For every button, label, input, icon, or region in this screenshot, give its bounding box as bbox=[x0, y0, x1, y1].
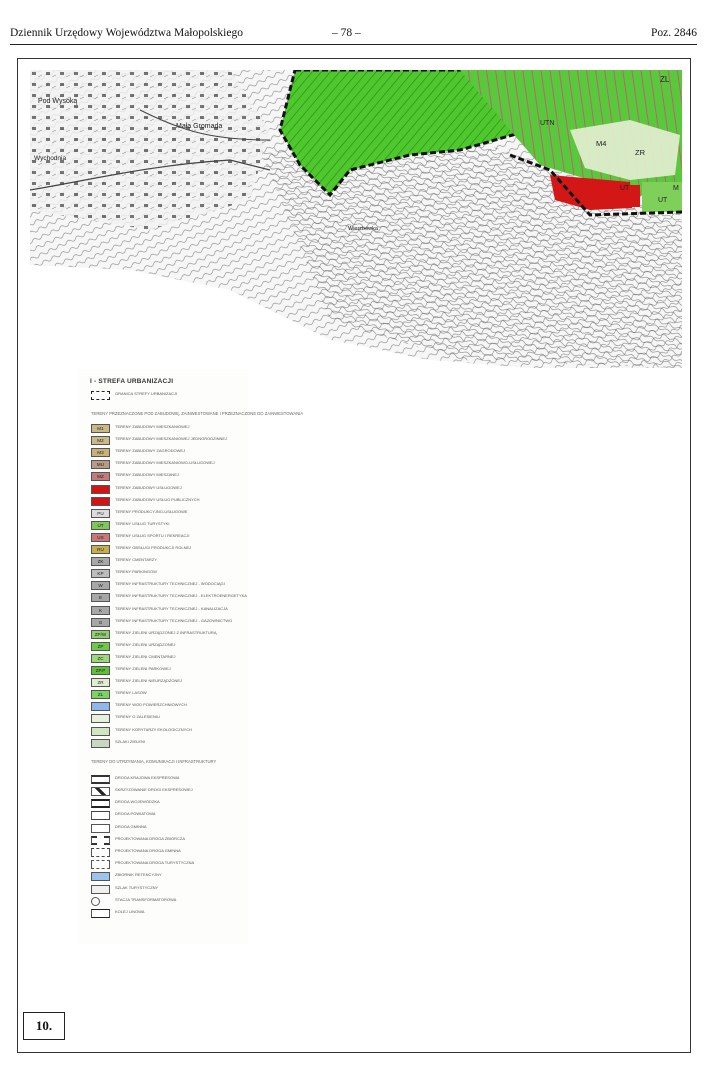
legend-swatch bbox=[91, 897, 100, 906]
legend-item bbox=[91, 460, 249, 470]
legend-boundary bbox=[91, 391, 249, 401]
legend-swatch bbox=[91, 885, 110, 894]
legend-item bbox=[91, 666, 249, 676]
legend-swatch: MU bbox=[91, 460, 110, 469]
legend-item bbox=[91, 727, 249, 737]
legend-text: TERENY ZIELENI CMENTARNEJ bbox=[115, 654, 176, 659]
legend-item bbox=[91, 593, 249, 603]
legend-item bbox=[91, 739, 249, 749]
legend-text: TERENY PARKINGÓW bbox=[115, 570, 157, 575]
legend-text: TERENY WÓD POWIERZCHNIOWYCH bbox=[115, 703, 187, 708]
legend-item bbox=[91, 581, 249, 591]
legend-text: TERENY ZIELENI URZĄDZONEJ Z INFRASTRUKTURĄ bbox=[115, 630, 217, 635]
legend-comm-item bbox=[91, 775, 249, 785]
legend-text: DROGA GMINNA bbox=[115, 824, 147, 829]
legend-text: TERENY INFRASTRUKTURY TECHNICZNEJ - WODOCIĄGI bbox=[115, 582, 225, 587]
legend-swatch bbox=[91, 799, 110, 808]
legend-swatch bbox=[91, 497, 110, 506]
legend-swatch: W bbox=[91, 581, 110, 590]
legend-swatch bbox=[91, 775, 110, 784]
legend-comm-item bbox=[91, 909, 249, 919]
legend-item bbox=[91, 509, 249, 519]
legend-item bbox=[91, 714, 249, 724]
legend-text: TERENY INFRASTRUKTURY TECHNICZNEJ - ELEKTROENERGETYKA bbox=[115, 594, 247, 599]
legend-swatch bbox=[91, 860, 110, 869]
legend-swatch: PU bbox=[91, 509, 110, 518]
legend-text: TERENY LASÓW bbox=[115, 691, 147, 696]
legend-item bbox=[91, 618, 249, 628]
legend-swatch: UT bbox=[91, 521, 110, 530]
legend-comm-item bbox=[91, 885, 249, 895]
legend-group-heading: TERENY DO UTRZYMANIA, KOMUNIKACJI I INFRASTRUKTURY bbox=[91, 758, 217, 764]
legend-swatch bbox=[91, 727, 110, 736]
legend-item bbox=[91, 521, 249, 531]
legend-item bbox=[91, 557, 249, 567]
legend-text: PROJEKTOWANA DROGA TURYSTYCZNA bbox=[115, 861, 195, 866]
legend-item bbox=[91, 678, 249, 688]
legend-comm-item bbox=[91, 872, 249, 882]
legend-swatch: E bbox=[91, 593, 110, 602]
legend-comm-item bbox=[91, 787, 249, 797]
legend-item bbox=[91, 545, 249, 555]
legend-text: TERENY USŁUG TURYSTYKI bbox=[115, 521, 170, 526]
legend-text: SZLAK TURYSTYCZNY bbox=[115, 885, 159, 890]
legend-swatch: US bbox=[91, 533, 110, 542]
legend-text: TERENY ZIELENI NIEURZĄDZONEJ bbox=[115, 679, 183, 684]
map-label-m4: M4 bbox=[596, 139, 607, 148]
legend-swatch: ZR bbox=[91, 678, 110, 687]
legend-text: STACJA TRANSFORMATOROWA bbox=[115, 897, 177, 902]
figure-number: 10. bbox=[23, 1012, 65, 1040]
legend-text: TERENY ZABUDOWY MIESZKANIOWEJ JEDNORODZINNEJ bbox=[115, 437, 228, 442]
legend-item bbox=[91, 497, 249, 507]
legend-swatch: ZL bbox=[91, 690, 110, 699]
legend-comm-item bbox=[91, 860, 249, 870]
map-label-zr: ZR bbox=[635, 148, 645, 157]
legend-swatch bbox=[91, 739, 110, 748]
legend-group-heading: TERENY PRZEZNACZONE POD ZABUDOWĘ, ZAINWESTOWANE I PRZEZNACZONE DO ZAINWESTOWANIA bbox=[91, 411, 304, 416]
legend-swatch: M3 bbox=[91, 448, 110, 457]
legend-swatch: ZP/W bbox=[91, 630, 110, 639]
legend-text: TERENY CMENTARZY bbox=[115, 558, 157, 563]
legend-text: DROGA POWIATOWA bbox=[115, 812, 156, 817]
map-label-ut-2: UT bbox=[658, 197, 668, 204]
legend-swatch: ZK bbox=[91, 557, 110, 566]
legend-swatch bbox=[91, 848, 110, 857]
legend-comm-item bbox=[91, 811, 249, 821]
legend-swatch bbox=[91, 909, 110, 918]
map-label-m: M bbox=[673, 185, 679, 192]
legend-comm-item bbox=[91, 848, 249, 858]
legend-text: TERENY ZIELENI PARKOWEJ bbox=[115, 667, 171, 671]
legend-item bbox=[91, 654, 249, 664]
legend-item bbox=[91, 533, 249, 543]
legend-text: DROGA WOJEWÓDZKA bbox=[115, 800, 160, 805]
legend-text: DROGA KRAJOWA EKSPRESOWA bbox=[115, 775, 180, 780]
legend-comm-item bbox=[91, 824, 249, 834]
map-label-zl: ZL bbox=[660, 75, 670, 84]
legend-comm-item bbox=[91, 897, 249, 907]
legend-text: SZLAKI ZIELENI bbox=[115, 739, 146, 744]
legend-swatch bbox=[91, 811, 110, 820]
legend-text: TERENY ZABUDOWY MIESZANEJ bbox=[115, 473, 179, 478]
legend-text: TERENY KORYTARZY EKOLOGICZNYCH bbox=[115, 727, 193, 732]
legend-swatch: ZP bbox=[91, 642, 110, 651]
legend-text: TERENY USŁUG SPORTU I REKREACJI bbox=[115, 533, 190, 538]
legend-swatch bbox=[91, 702, 110, 711]
legend-swatch: ZC bbox=[91, 654, 110, 663]
legend-swatch: RU bbox=[91, 545, 110, 554]
legend-swatch bbox=[91, 714, 110, 723]
legend-swatch bbox=[91, 485, 110, 494]
journal-title: Dziennik Urzędowy Województwa Małopolskiego bbox=[10, 27, 243, 39]
legend-text: PROJEKTOWANA DROGA ZBIORCZA bbox=[115, 836, 186, 841]
map-label-utn: UTN bbox=[540, 120, 555, 127]
legend-text: TERENY ZABUDOWY ZAGRODOWEJ bbox=[115, 449, 186, 454]
legend-text: KOLEJ LINOWA bbox=[115, 909, 145, 914]
legend-text: TERENY ZABUDOWY USŁUGOWEJ bbox=[115, 485, 182, 490]
legend-text: SKRZYŻOWANIE DROGI EKSPRESOWEJ bbox=[115, 787, 193, 792]
legend-text: GRANICA STREFY URBANIZACJI bbox=[115, 392, 178, 396]
legend-item bbox=[91, 472, 249, 482]
legend-item bbox=[91, 630, 249, 640]
legend-text: ZBIORNIK RETENCYJNY bbox=[115, 873, 162, 878]
map-label-pod-wysoka: Pod Wysoką bbox=[38, 98, 78, 105]
legend-swatch: MZ bbox=[91, 472, 110, 481]
legend-swatch: ZP.P bbox=[91, 666, 110, 675]
legend-item bbox=[91, 690, 249, 700]
legend-swatch bbox=[91, 836, 110, 845]
legend-swatch bbox=[91, 787, 110, 796]
legend-text: TERENY O ZALESIENIU bbox=[115, 715, 160, 720]
legend-swatch: M1 bbox=[91, 424, 110, 433]
planning-map bbox=[30, 70, 682, 368]
legend-comm-item bbox=[91, 799, 249, 809]
map-label-ut-1: UT bbox=[620, 185, 630, 192]
legend-text: PROJEKTOWANA DROGA GMINNA bbox=[115, 848, 181, 853]
legend-item bbox=[91, 448, 249, 458]
legend-text: TERENY INFRASTRUKTURY TECHNICZNEJ - GAZOWNICTWO bbox=[115, 618, 233, 623]
legend-swatch bbox=[91, 872, 110, 881]
legend-comm-item bbox=[91, 836, 249, 846]
legend-item bbox=[91, 424, 249, 434]
legend-swatch: M2 bbox=[91, 436, 110, 445]
map-label-mala-gromada: Mała Gromada bbox=[176, 123, 223, 130]
legend-text: TERENY OBSŁUGI PRODUKCJI ROLNEJ bbox=[115, 546, 192, 550]
legend-text: TERENY ZABUDOWY MIESZKANIOWEJ bbox=[115, 425, 190, 429]
legend-text: TERENY INFRASTRUKTURY TECHNICZNEJ - KANALIZACJA bbox=[115, 606, 228, 611]
legend-item bbox=[91, 642, 249, 652]
map-legend bbox=[78, 369, 304, 944]
header-rule bbox=[10, 44, 697, 45]
map-label-wychodnia: Wychodnia bbox=[34, 155, 67, 162]
legend-item bbox=[91, 485, 249, 495]
legend-text: TERENY ZABUDOWY USŁUG PUBLICZNYCH bbox=[115, 497, 200, 502]
legend-item bbox=[91, 606, 249, 616]
page-header bbox=[10, 27, 697, 43]
page-number: – 78 – bbox=[332, 27, 361, 39]
legend-swatch: KP bbox=[91, 569, 110, 578]
legend-text: TERENY ZABUDOWY MIESZKANIOWO-USŁUGOWEJ bbox=[115, 461, 215, 466]
legend-title: I - STREFA URBANIZACJI bbox=[90, 378, 174, 385]
legend-item bbox=[91, 569, 249, 579]
legend-item bbox=[91, 436, 249, 446]
position-number: Poz. 2846 bbox=[651, 27, 697, 39]
map-label-wierzbowka: Wierzbówka bbox=[348, 226, 378, 232]
legend-swatch: G bbox=[91, 618, 110, 627]
legend-swatch bbox=[91, 824, 110, 833]
legend-swatch bbox=[91, 391, 110, 400]
legend-text: TERENY PRODUKCYJNO-USŁUGOWE bbox=[115, 509, 188, 514]
legend-item bbox=[91, 702, 249, 712]
legend-text: TERENY ZIELENI URZĄDZONEJ bbox=[115, 642, 176, 647]
legend-swatch: K bbox=[91, 606, 110, 615]
